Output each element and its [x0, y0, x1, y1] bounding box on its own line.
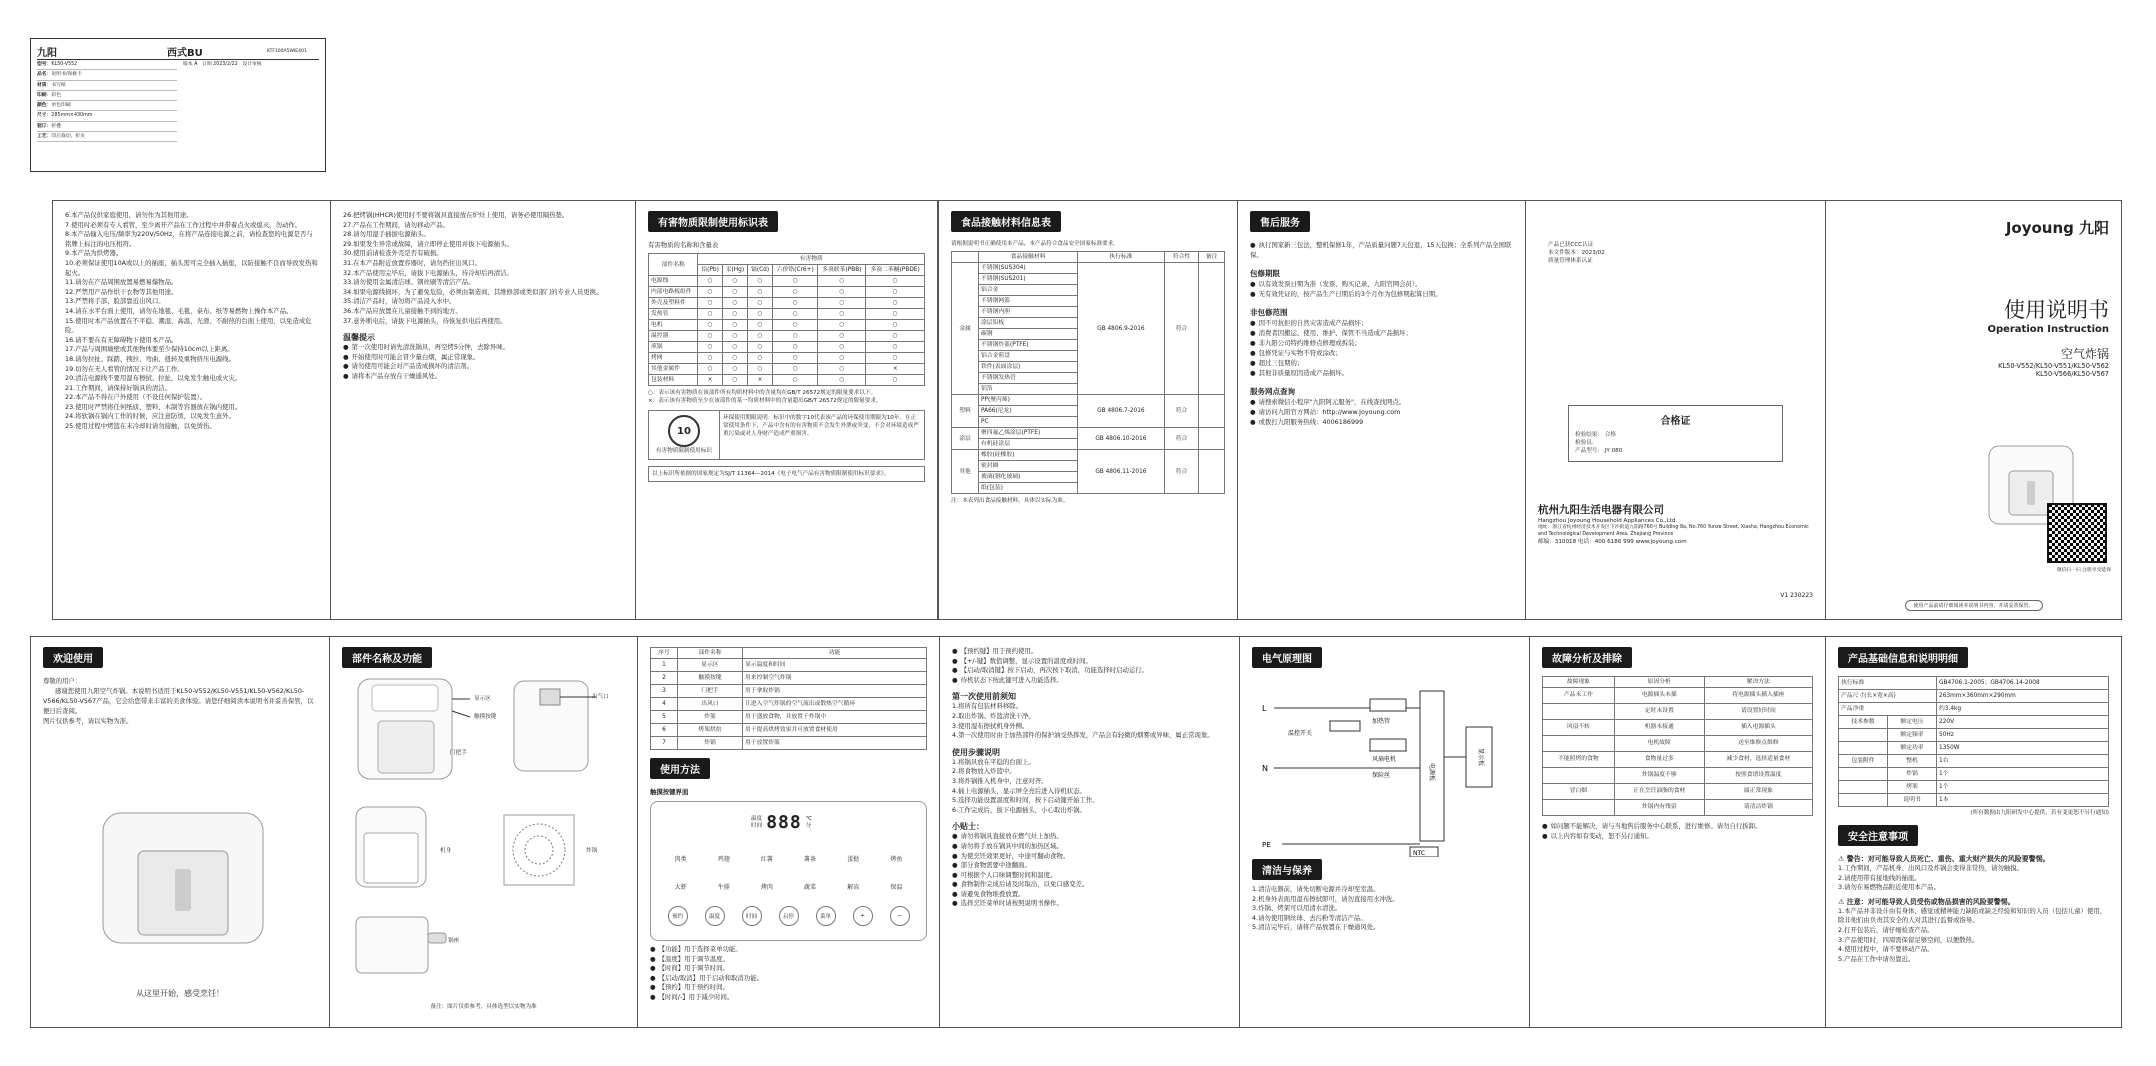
- menu-item[interactable]: 保温: [890, 884, 903, 891]
- warning-line: ⚠ 警告：对可能导致人员死亡、重伤、重大财产损失的风险要警惕。: [1838, 855, 2050, 863]
- table-row: 纸(包装): [952, 483, 1225, 494]
- table-row: PA66(尼龙): [952, 406, 1225, 417]
- label-side-rows: 版本 A 日期 2023/2/22 设计审核: [183, 62, 262, 67]
- menu-row-1: [659, 854, 918, 863]
- panel-welcome: 欢迎使用 尊敬的用户： 感谢您使用九阳空气炸锅。本说明书适用于KL50-V552/KL50-V551/KL50-V562/KL50-V566/KL50-V567产品，它会给您带来丰富的美食体验。请您仔细阅读本说明书并妥善保管，以便日后查阅。 图片仅供参考，请以实物为准。 从这里开始，感受烹饪！: [30, 636, 330, 1028]
- panel-service: [1238, 200, 1526, 620]
- hazard-title: 有害物质限制使用标识表: [648, 211, 778, 232]
- table-row: 电机 ○ ○ ○ ○ ○ ○: [649, 320, 925, 331]
- table-row: 技术参数 额定电压 220V: [1839, 716, 2109, 729]
- hazard-notes: ○：表示该有害物质在该部件所有均质材料中的含量均在GB/T 26572规定的限量要求以下。 ×：表示该有害物质至少在该部件的某一均质材料中的含量超出GB/T 26572规定的限量要求。: [648, 390, 882, 404]
- panel-steps: ● 【预约键】用于预约使用。 ● 【+/-键】数值调整，显示设置的温度或时间。 ● 【启动/取消键】按下启动，再次按下取消，功能选择时启动运行。 ● 待机状态下按此键可进入功能选择。 第一次使用前须知 1.将所有包装材料移除。 2.取出炸锅、炸篮清洗干净。 3.使用湿布擦拭机身外侧。 4.第一次使用时由于加热部件的保护油受热挥发，产品会有轻微的烟雾或异味，属正常现象。 使用步骤说明 1.将锅具放在平稳的台面上。 2.将食物放入炸篮中。 3.将炸锅推入机身中，注意对齐。 4.插上电源插头，显示屏全亮后进入待机状态。 5.选择功能设置温度和时间，按下启动键开始工作。 6.工作完成后，拔下电源插头，小心取出炸锅。 小贴士： ● 请勿将锅具直接放在燃气灶上加热。 ● 请勿将手放在锅具中间的加热区域。 ● 为使烹饪效果更好，中途可翻动食物。 ● 部分食物需要中途翻面。 ● 可根据个人口味调整时间和温度。 ● 食物制作完成后请及时取出，以免口感变差。 ● 请避免食物堆叠放置。 ● 选择烹饪菜单时请按照说明书操作。: [940, 636, 1240, 1028]
- table-row: 塑料 PP(聚丙烯) GB 4806.7-2016 符合: [952, 395, 1225, 406]
- table-row: 烤架 1个: [1839, 781, 2109, 794]
- menu-item[interactable]: 鸡翅: [717, 856, 730, 863]
- panel-button[interactable]: −: [890, 906, 910, 926]
- table-row: 额定频率 50Hz: [1839, 729, 2109, 742]
- label-row: 颜色：单色印刷: [37, 101, 177, 111]
- table-row: 炸锅内有残留 请清洁炸锅: [1543, 800, 1813, 816]
- basket-icon: [500, 811, 580, 891]
- panel-specs: 产品基础信息和说明明细 执行标准 GB4706.1-2005；GB4706.14-2008 产品尺寸(长×宽×高) 263mm×360mm×290mm 产品净重 约3.4kg 技术参数 额定电压 220V 额定频率 50Hz 额定功率 1350W 包装附件 整机 1台 炸锅 1个 烤架 1个 说明书 1本 (所有数据由九阳研发中心提供，若有变更恕不另行通知) 安全注意事项 ⚠ 警告：对可能导致人员死亡、重伤、重大财产损失的风险要警惕。 1.工作期间，产品机身、出风口及炸锅会变得非常热，请勿触摸。 2.请使用带有接地线的插座。 3.请勿在易燃物品附近使用本产品。 ⚠ 注意：对可能导致人员受伤或物品损害的风险要警惕。 1.本产品并非设计由有身体、感觉或精神能力缺陷或缺乏经验和知识的人员（包括儿童）使用，除非他们由负责其安全的人对其进行监督或指导。 2.打开包装后，请仔细检查产品。 3.产品使用时，四周需保留足够空间，以便散热。 4.使用过程中，请不要移动产品。 5.产品在工作中请勿靠近。: [1826, 636, 2122, 1028]
- menu-item[interactable]: 大虾: [674, 884, 687, 891]
- label-code: KTF100A5WIE401: [267, 48, 307, 54]
- table-row: 包装材料 × ○ × ○ ○ ○: [649, 375, 925, 386]
- table-row: 定时未设置 请设置好时间: [1543, 704, 1813, 720]
- pan-icon: [352, 907, 452, 987]
- table-row: 烤网 ○ ○ ○ ○ ○ ○: [649, 353, 925, 364]
- table-row: 铁件(表面涂层): [952, 362, 1225, 373]
- food-title: 食品接触材料信息表: [951, 211, 1061, 232]
- eco-box: 10 有害物质限制使用标识 环保使用期限说明：标识中的数字10代表该产品的环保使用期限为10年。在正常使用条件下，产品中含有的有害物质不会发生外泄或突变，不会对环境造成严重污染或对人身财产造成严重损害。: [648, 410, 925, 460]
- welcome-body: 尊敬的用户： 感谢您使用九阳空气炸锅。本说明书适用于KL50-V552/KL50-V551/KL50-V562/KL50-V566/KL50-V567产品，它会给您带来丰富的美食体验。请您仔细阅读本说明书并妥善保管，以便日后查阅。 图片仅供参考，请以实物为准。: [43, 677, 314, 725]
- table-row: 不能照烤的食物 食物量过多 减少食材，选择适量食材: [1543, 752, 1813, 768]
- tips-list: ● 第一次使用时请先清洗锅具，再空烤5分钟，去除异味。 ● 开始使用时可能会冒少量白烟，属正常现象。 ● 请勿使用可能会对产品造成损坏的清洁剂。 ● 请将本产品存放在干燥通风处。: [343, 343, 623, 381]
- table-row: 2 触摸按键 用来控制空气炸锅: [651, 672, 927, 685]
- table-row: 产品尺寸(长×宽×高) 263mm×360mm×290mm: [1839, 690, 2109, 703]
- table-row: 玻璃(钢化玻璃): [952, 472, 1225, 483]
- panel-button[interactable]: 时间: [742, 906, 762, 926]
- label-rows: [37, 60, 177, 142]
- circuit-label-fan: 风扇电机: [1372, 756, 1397, 763]
- panel-safety-cont: [52, 200, 330, 620]
- circuit-label-pe: PE: [1262, 841, 1271, 849]
- label-card: [30, 38, 326, 172]
- spec-table: [1838, 676, 2109, 807]
- table-row: 铅(Pb) 汞(Hg) 镉(Cd) 六价铬(Cr6+) 多溴联苯(PBB) 多溴二苯醚(PBDE): [649, 265, 925, 276]
- panel-button[interactable]: 温度: [705, 906, 725, 926]
- table-row: 冒白烟 正在烹饪油脂的食材 属正常现象: [1543, 784, 1813, 800]
- panel-button[interactable]: 菜单: [816, 906, 836, 926]
- menu-item[interactable]: 薯条: [804, 856, 817, 863]
- panel-button[interactable]: 启停: [779, 906, 799, 926]
- label-row: 型号：KL50-V552: [37, 60, 177, 70]
- panel-button[interactable]: +: [853, 906, 873, 926]
- table-row: 电源线 ○ ○ ○ ○ ○ ○: [649, 276, 925, 287]
- panel-hazard: 有害物质限制使用标识表 有害物质的名称和含量表 部件名称 有害物质 铅(Pb) 汞(Hg) 镉(Cd) 六价铬(Cr6+) 多溴联苯(PBB) 多溴二苯醚(PBDE) 电源线 ○ ○ ○ ○ ○ ○ 内部电路板组件 ○ ○ ○ ○ ○ ○ 外壳及塑料件 ○ ○ ○ ○ ○ ○ 发热管 ○ ○ ○ ○ ○ ○ 电机 ○ ○ ○ ○ ○ ○ 温控器 ○ ○ ○ ○ ○ ○ 煎锅 ○ ○ ○ ○ ○ ○ 烤网 ○ ○ ○ ○ ○ ○ 其他金属件 ○ ○ ○ ○ ○ × 包装材料 × ○ × ○ ○ ○ ○：表示该有害物质在该部件所有均质材料中的含量均在GB/T 26572规定的限量要求以下。 ×：表示该有害物质至少在该部件的某一均质材料中的含量超出GB/T 26572规定的限量要求。 10 有害物质限制使用标识 环保使用期限说明：标识中的数字10代表该产品的环保使用期限为10年。在正常使用条件下，产品中含有的有害物质不会发生外泄或突变，不会对环境造成严重污染或对人身财产造成严重损害。 以上标识所依据的国家规定为SJ/T 11364—2014《电子电气产品有害物质限制使用标识要求》。: [636, 200, 938, 620]
- panel-parts: 部件名称及功能 显示区 触摸按键 门把手 出气口 机身 炸锅 锅座 备注：图片仅供参考，具体选型以实物为准: [330, 636, 638, 1028]
- hazard-table: [648, 253, 925, 386]
- parts-diagram-back: [510, 677, 600, 777]
- service-sections: ● 执行国家新三包法，整机保修1年，产品质量问题7天包退，15天包换；全系列产品全国联保。 包修期限 ● 以有效发票日期为准（发票、购买记录、九阳官网会员）。 ● 无有效凭证的，按产品生产日期后的3个月作为包修期起算日期。 非包修范围 ● 因不可抗拒的自然灾害造成产品损坏； ● 消费者因搬运、使用、维护、保管不当造成产品损坏； ● 非九阳公司特约维修点修理或拆装； ● 包修凭证与实物不符或涂改； ● 超过三包期的； ● 其他非质量原因造成产品损坏。 服务网点查询 ● 请搜索微信小程序"九阳阿元服务"，在线查找网点。 ● 请访问九阳官方网站：http://www.joyoung.com ● 或拨打九阳服务热线：4006186999: [1250, 240, 1513, 427]
- safety-lines-2: 26.把烤锅(HHCR)使用时不要将锅具直接放在炉灶上使用，请务必使用隔热垫。 27.产品在工作期间，请勿移动产品。 28.请勿用湿手插拔电源插头。 29.如果发生异常或故障，请立即停止使用并拔下电源插头。 30.使用前请检查外壳是否有破损。 31.在本产品附近放置容器时，请勿挡住出风口。 32.本产品使用完毕后，请拔下电源插头，待冷却后再清洁。 33.请勿使用金属清洁球、钢丝刷等清洁产品。 34.如果电源线损坏，为了避免危险，必须由制造商、其维修部或类似部门的专业人员更换。 35.清洁产品时，请勿将产品浸入水中。 36.本产品应放置在儿童接触不到的地方。 37.意外断电后，请拔下电源插头，待恢复供电后再使用。: [343, 211, 603, 325]
- display-digits: 888: [766, 812, 802, 833]
- hazard-subtitle: 有害物质的名称和含量表: [648, 241, 719, 249]
- table-row: 温控器 ○ ○ ○ ○ ○ ○: [649, 331, 925, 342]
- label-row: 品名：说明书/保修卡: [37, 70, 177, 80]
- label-row: 装订：折叠: [37, 122, 177, 132]
- table-row: 部件名称 有害物质: [649, 254, 925, 265]
- warning-icon: ⚠: [1838, 855, 1845, 863]
- table-row: 有机硅涂层: [952, 439, 1225, 450]
- table-row: 6 烤架烘焙 用于提高烘烤效果并可放置食材使用: [651, 724, 927, 737]
- table-row: 5 炸篮 用于盛放食物，并放置于炸锅中: [651, 711, 927, 724]
- label-dept: 西式BU: [167, 47, 203, 59]
- table-row: 不锈钢发热管: [952, 373, 1225, 384]
- table-row: 碳钢: [952, 329, 1225, 340]
- panel-circuit: 电气原理图 L N PE 温控开关 加热管 风扇电机 保险丝 电源板 显示板 NTC 清洁与保养 1.清洁电器前，请先切断电源并冷却至室温。 2.机身外表面用湿布擦拭即可，请勿直接用水冲洗。 3.炸锅、烤架可以用清水清洗。 4.请勿使用钢丝球、去污粉等清洁产品。 5.清洁完毕后，请将产品放置在干燥通风处。: [1240, 636, 1530, 1028]
- table-row: 3 门把手 用于拿取炸锅: [651, 685, 927, 698]
- table-row: 铝合金: [952, 285, 1225, 296]
- table-row: 外壳及塑料件 ○ ○ ○ ○ ○ ○: [649, 298, 925, 309]
- table-row: 内部电路板组件 ○ ○ ○ ○ ○ ○: [649, 287, 925, 298]
- label-brand: 九阳: [37, 47, 57, 59]
- cert-card: 合格证 检验结果： 合格 检验员： 产品型号： JY 080: [1568, 405, 1783, 462]
- menu-item[interactable]: 肉类: [674, 856, 687, 863]
- table-row: 煎锅 ○ ○ ○ ○ ○ ○: [649, 342, 925, 353]
- circuit-label-display: 显示板: [1477, 748, 1484, 767]
- circuit-label-n: N: [1262, 764, 1268, 773]
- menu-item[interactable]: 烤肉: [760, 884, 773, 891]
- caution-line: ⚠ 注意：对可能导致人员受伤或物品损害的风险要警惕。: [1838, 897, 2015, 906]
- trouble-table: [1542, 676, 1813, 816]
- table-row: 风扇不转 机器未接通 插入电源插头: [1543, 720, 1813, 736]
- table-row: 金属 不锈钢(SUS304) GB 4806.9-2016 符合: [952, 263, 1225, 274]
- menu-item[interactable]: 烤鱼: [890, 856, 903, 863]
- label-row: 材质：书写纸: [37, 81, 177, 91]
- caution-icon: ⚠: [1838, 897, 1845, 906]
- service-title: 售后服务: [1250, 211, 1310, 232]
- label-row: 工艺：印后裁切，折页: [37, 132, 177, 142]
- menu-item[interactable]: 蔬菜: [804, 884, 817, 891]
- table-row: 铝箔: [952, 384, 1225, 395]
- control-panel: 温度 时间 888 ℃ 分 肉类 鸡翅 红薯 薯条 蛋挞 烤鱼 大虾 牛排 烤肉 蔬菜 解冻 保温 预约 温度 时间 启停 菜单 + −: [650, 801, 927, 941]
- table-row: 铝合金煎盘: [952, 351, 1225, 362]
- air-fryer-icon: [93, 803, 273, 953]
- eco-logo-icon: 10: [668, 415, 700, 447]
- table-row: 产品未工作 电源插头未插 将电源插头插入插座: [1543, 688, 1813, 704]
- menu-item[interactable]: 牛排: [717, 884, 730, 891]
- cover-title: 使用说明书: [2004, 298, 2109, 322]
- panel-button[interactable]: 预约: [668, 906, 688, 926]
- table-row: 炸锅 1个: [1839, 768, 2109, 781]
- label-row: 印刷：彩色: [37, 91, 177, 101]
- circuit-diagram: [1260, 677, 1510, 857]
- label-row: 尺寸：285mm×430mm: [37, 111, 177, 121]
- table-row: 发热管 ○ ○ ○ ○ ○ ○: [649, 309, 925, 320]
- safety-lines: 6.本产品仅供家庭使用，请勿作为其他用途。 7.使用时必须有专人看管，至少离开产品在工作过程中并带着点火或熄灭，勿动作。 8.本产品输入电压/频率为220V/50Hz，在将产品连接电源之前，请检查您的电源是否与铭牌上标注的电压相符。 9.本产品为烘烤器。 10.必须保证使用10A或以上的插座，插头需可完全插入插座，以防接触不良而导致发热和起火。 11.请勿在产品周围放置易燃易爆物品。 12.严禁用产品作烘干衣物等其他用途。 13.严禁将手部、脸部靠近出风口。 14.请在水平台面上使用，请勿在地毯、毛毯、桌布、纸等易燃物上操作本产品。 15.使用时本产品放置在不平稳、潮湿、高温、光滑、不耐热的台面上使用，以免造成危险。 16.请不要在有无障碍物下使用本产品。 17.产品与周围墙壁或其他物体要至少保持10cm以上距离。 18.请勿拉扯、踩踏、拽拉、弯曲、扭转及重物挤压电源线。 19.切勿在无人看管的情况下让产品工作。 20.清洁电源线不要用湿布擦拭、拉扯，以免发生触电或火灾。 21.工作期间，请保持好锅具的清洁。 22.本产品不得在户外使用（不设任何保护装置）。 23.使用时严禁将任何纸质、塑料、木制等容器放在锅内使用。 24.将软锅在锅内工作的时候，应注意防烫，以免发生意外。 25.使用过程中烤篮在未冷却时请勿接触，以免烫伤。: [65, 211, 318, 431]
- table-row: 说明书 1本: [1839, 794, 2109, 807]
- table-row: 涂层 聚四氟乙烯涂层(PTFE) GB 4806.10-2016 符合: [952, 428, 1225, 439]
- menu-item[interactable]: 蛋挞: [847, 856, 860, 863]
- brand-logo: Joyoung 九阳: [2005, 219, 2109, 237]
- table-row: 1 显示区 显示温度和时间: [651, 659, 927, 672]
- circuit-label-fuse: 保险丝: [1372, 772, 1391, 779]
- button-row: [659, 906, 918, 926]
- circuit-label-power: 电源板: [1428, 763, 1435, 782]
- table-row: 包装附件 整机 1台: [1839, 755, 2109, 768]
- table-row: 故障现象 原因分析 解决方法: [1543, 677, 1813, 688]
- table-row: 4 出风口 让进入空气炸锅的空气流出或散热空气循环: [651, 698, 927, 711]
- qr-code-icon: [2047, 503, 2107, 563]
- table-row: 密封圈: [952, 461, 1225, 472]
- button-desc: ● 【功能】用于选择菜单功能。 ● 【温度】用于调节温度。 ● 【时间】用于调节时间。 ● 【启动/取消】用于启动和取消功能。 ● 【预约】用于预约时间。 ● 【时间/-】用于减少时间。: [650, 945, 927, 1003]
- menu-row-2: [659, 882, 918, 891]
- table-row: 不锈钢(SUS201): [952, 274, 1225, 285]
- tips-title: 温馨提示: [343, 333, 375, 343]
- food-table: [951, 251, 1225, 494]
- table-row: 不锈钢内胆: [952, 307, 1225, 318]
- parts-table: [650, 647, 927, 750]
- table-row: 炸锅温度不够 按照食谱设置温度: [1543, 768, 1813, 784]
- table-row: PC: [952, 417, 1225, 428]
- panel-safety-cont-2: [330, 200, 636, 620]
- parts-diagram-body: [352, 803, 432, 893]
- circuit-label-heater: 加热管: [1372, 718, 1391, 725]
- company-name: 杭州九阳生活电器有限公司: [1538, 504, 1664, 516]
- table-row: 执行标准 GB4706.1-2005；GB4706.14-2008: [1839, 677, 2109, 690]
- circuit-label-switch: 温控开关: [1288, 730, 1313, 737]
- menu-item[interactable]: 红薯: [760, 856, 773, 863]
- table-row: 不锈钢炸篮(PTFE): [952, 340, 1225, 351]
- panel-usage: 序号 部件名称 功能 1 显示区 显示温度和时间 2 触摸按键 用来控制空气炸锅 3 门把手 用于拿取炸锅 4 出风口 让进入空气炸锅的空气流出或散热空气循环 5 炸篮 用于盛放食物，并放置于炸锅中 6 烤架烘焙 用于提高烘烤效果并可放置食材使用 7 炸锅 用于放置炸篮 使用方法 触摸按键界面 温度 时间 888 ℃ 分 肉类 鸡翅 红薯 薯条 蛋挞 烤鱼 大虾 牛排 烤肉 蔬菜 解冻 保温 预约 温度 时间 启停 菜单 + − ● 【功能】用于选择菜单功能。 ● 【温度】用于调节温度。 ● 【时间】用于调节时间。 ● 【启动/取消】用于启动和取消功能。 ● 【预约】用于预约时间。 ● 【时间/-】用于减少时间。: [638, 636, 940, 1028]
- panel-cover: Joyoung 九阳 使用说明书 Operation Instruction 空气炸锅 KL50-V552/KL50-V551/KL50-V562 KL50-V566/KL50-V567 微信扫一扫 注册享受延保 使用产品前请仔细阅读本说明书内容，并请妥善保管。: [1826, 200, 2122, 620]
- table-row: 产品净重 约3.4kg: [1839, 703, 2109, 716]
- parts-diagram-front: [352, 675, 472, 785]
- table-row: 电机故障 送至维修点维修: [1543, 736, 1813, 752]
- panel-company: 产品已获CCC认证 本文件版本：2023/02 质量管理体系认证 合格证 检验结果： 合格 检验员： 产品型号： JY 080 杭州九阳生活电器有限公司 Hangzhou Joyoung Household Appliances Co.,Ltd. 地址：浙江省杭州经济技术开发区下沙街道九阳路760号 Building 8a, No.760 Yunze Street, Xiasha, Hangzhou Economic and Technological Development Area, Zhejiang Province 邮编：310018 电话：400 6186 999 www.joyoung.com V1 230223: [1526, 200, 1826, 620]
- table-row: 序号 部件名称 功能: [651, 648, 927, 659]
- table-row: 其他金属件 ○ ○ ○ ○ ○ ×: [649, 364, 925, 375]
- table-row: 额定功率 1350W: [1839, 742, 2109, 755]
- table-row: 食品接触材料 执行标准 符合性 备注: [952, 252, 1225, 263]
- ccc-box: 产品已获CCC认证 本文件版本：2023/02 质量管理体系认证: [1548, 242, 1605, 264]
- table-row: 其他 橡胶(硅橡胶) GB 4806.11-2016 符合: [952, 450, 1225, 461]
- panel-trouble: 故障分析及排除 故障现象 原因分析 解决方法 产品未工作 电源插头未插 将电源插头插入插座 定时未设置 请设置好时间 风扇不转 机器未接通 插入电源插头 电机故障 送至维修点维修 不能照烤的食物 食物量过多 减少食材，选择适量食材 炸锅温度不够 按照食谱设置温度 冒白烟 正在烹饪油脂的食材 属正常现象 炸锅内有残留 请清洁炸锅 ● 如问题不能解决，请与当地售后服务中心联系，进行维修。请勿自行拆卸。 ● 以上内容如有变动，恕不另行通知。: [1530, 636, 1826, 1028]
- table-row: 不锈钢网篮: [952, 296, 1225, 307]
- menu-item[interactable]: 解冻: [847, 884, 860, 891]
- circuit-label-l: L: [1262, 704, 1267, 713]
- panel-food-contact: 食品接触材料信息表 请根据说明书正确使用本产品，本产品符合食品安全国家标准要求。 食品接触材料 执行标准 符合性 备注 金属 不锈钢(SUS304) GB 4806.9-2016 符合 不锈钢(SUS201) 铝合金 不锈钢网篮 不锈钢内胆 涂层铝板 碳钢 不锈钢炸篮(PTFE) 铝合金煎盘 铁件(表面涂层) 不锈钢发热管 铝箔 塑料 PP(聚丙烯) GB 4806.7-2016 符合 PA66(尼龙) PC 涂层 聚四氟乙烯涂层(PTFE) GB 4806.10-2016 符合 有机硅涂层 其他 橡胶(硅橡胶) GB 4806.11-2016 符合 密封圈 玻璃(钢化玻璃) 纸(包装) 注：本表列出食品接触材料，具体以实际为准。: [938, 200, 1238, 620]
- circuit-label-ntc: NTC: [1413, 850, 1425, 857]
- table-row: 7 炸锅 用于放置炸篮: [651, 737, 927, 750]
- table-row: 涂层铝板: [952, 318, 1225, 329]
